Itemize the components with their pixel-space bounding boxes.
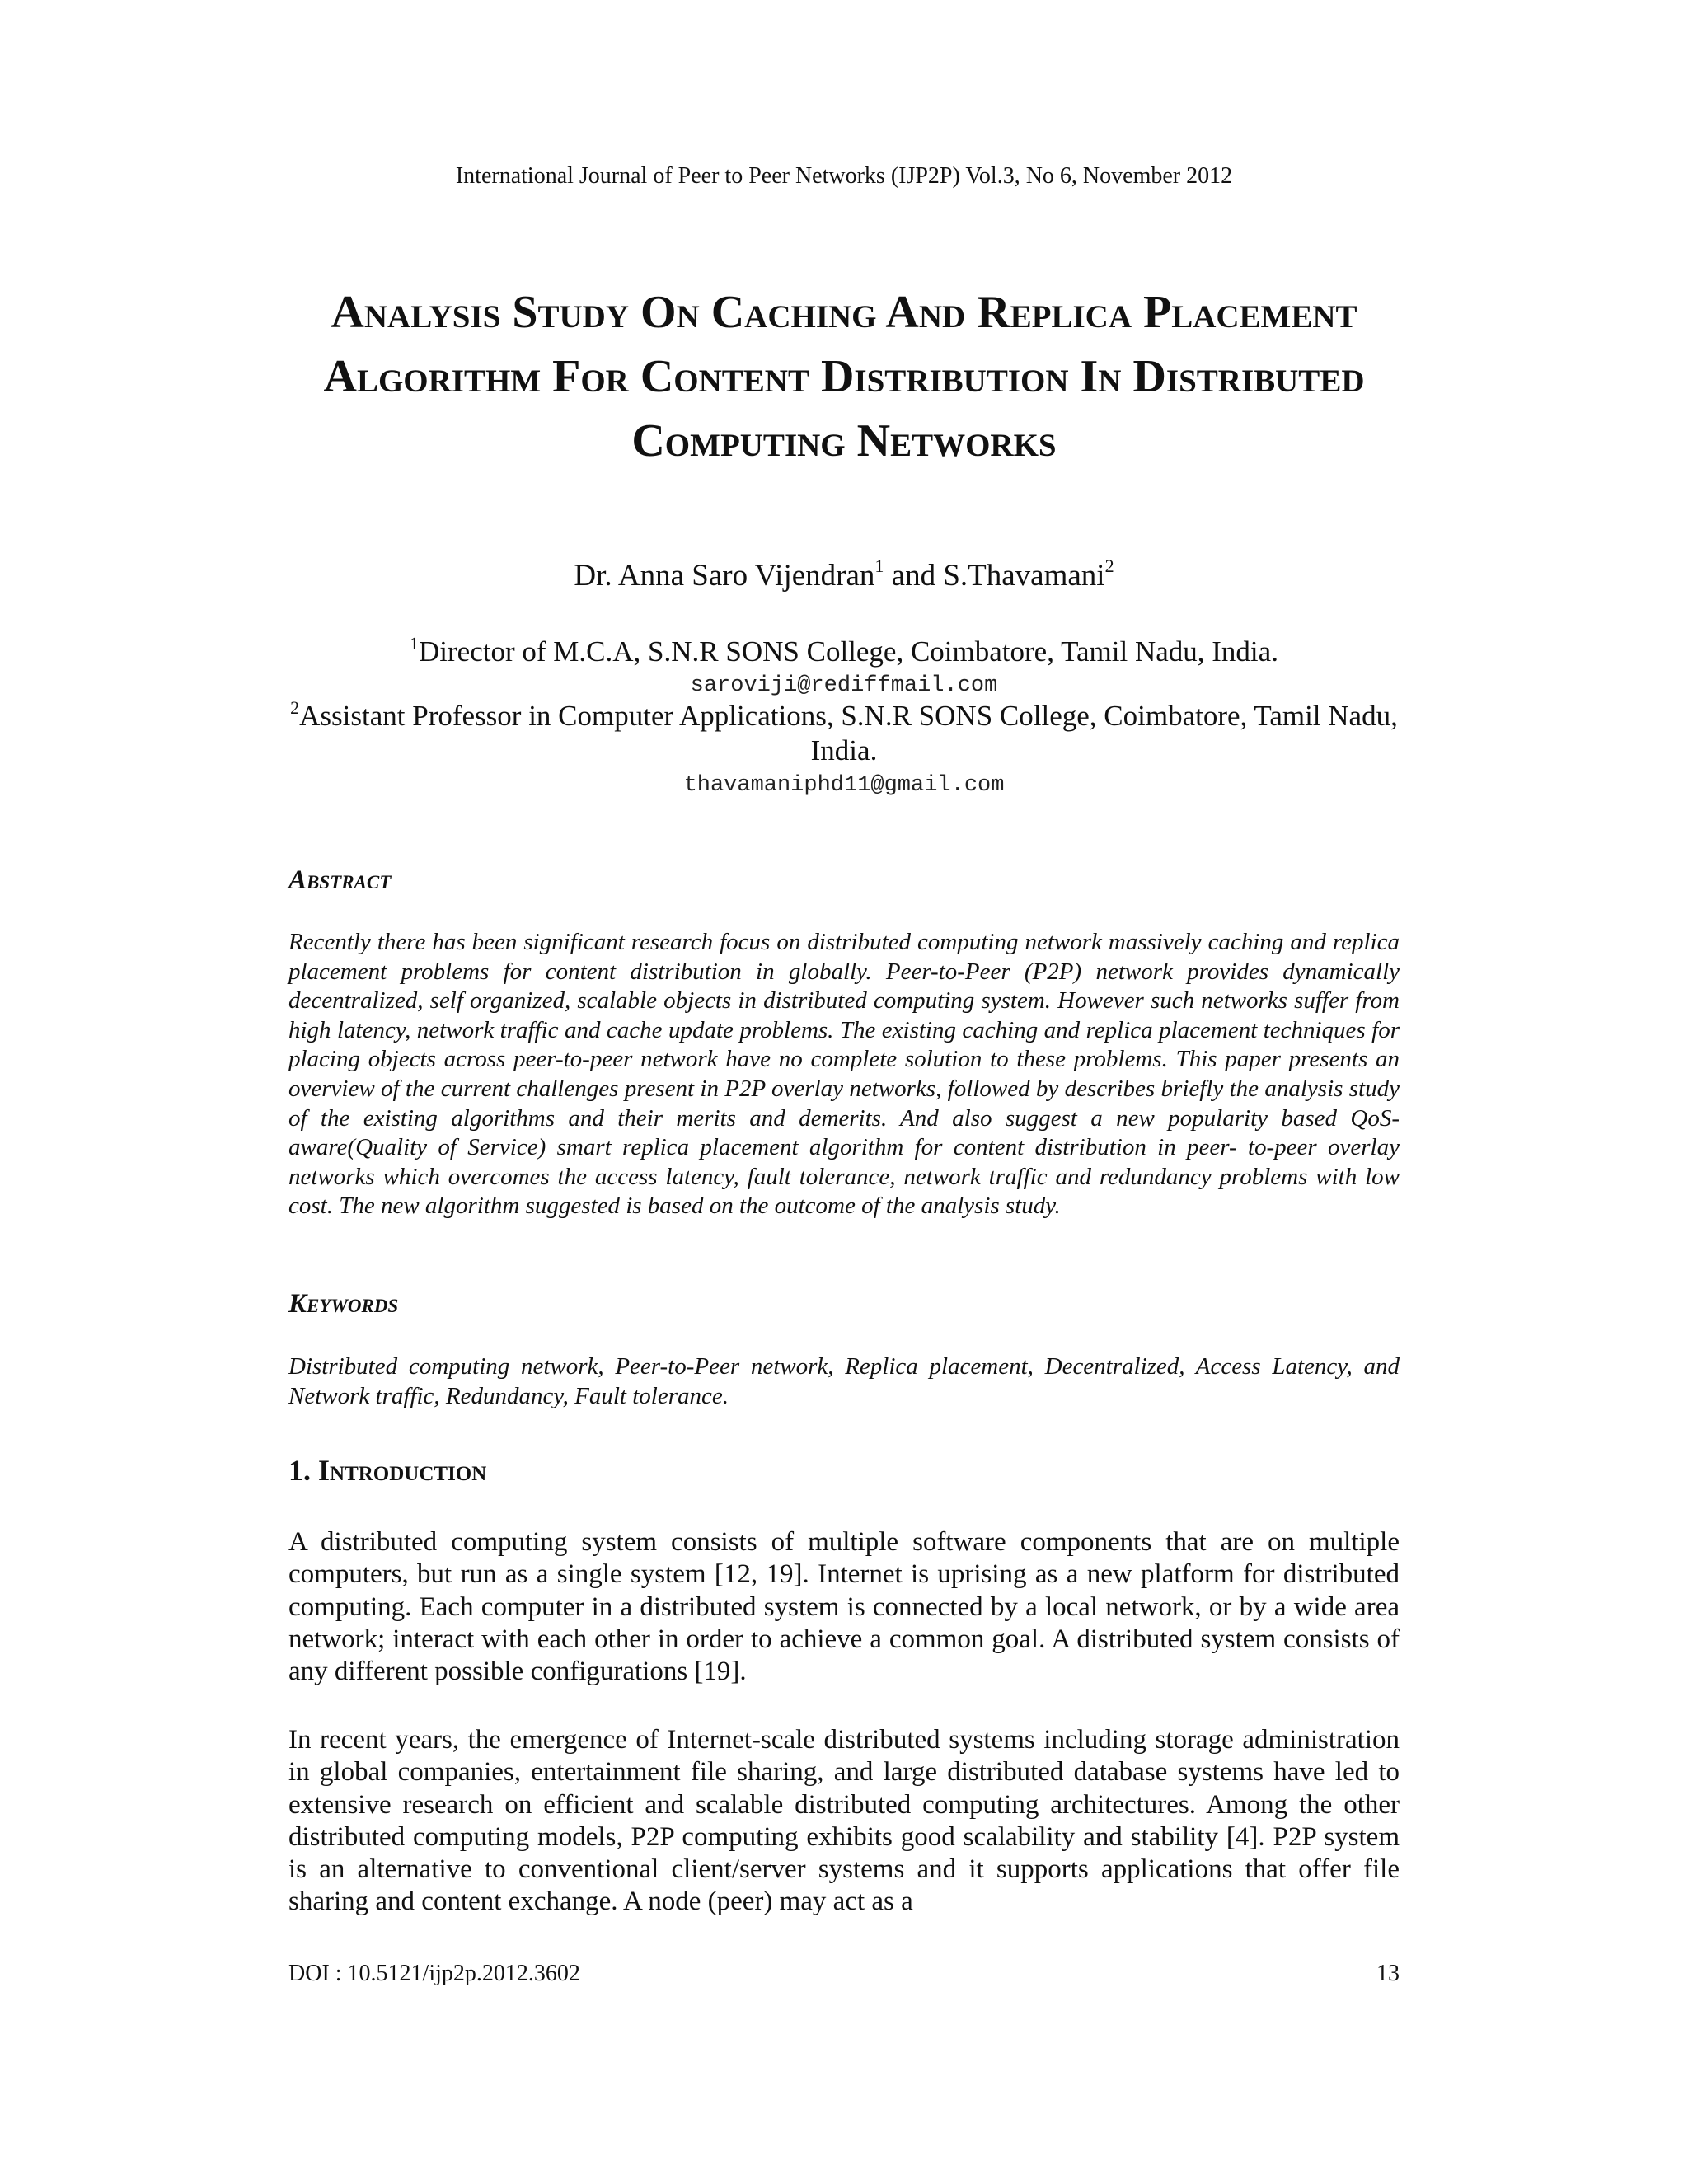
keywords-text: Distributed computing network, Peer-to-Peer network, Replica placement, Decentralized, Access Latency, and Network traffic, Redundancy, Fault tolerance. <box>288 1353 1400 1409</box>
author-1-mark: 1 <box>874 555 884 576</box>
affiliation-2-email: thavamaniphd11@gmail.com <box>683 773 1005 798</box>
affiliation-2-mark: 2 <box>290 697 300 718</box>
introduction-paragraph-2: In recent years, the emergence of Internet-scale distributed systems including storage administration in global companies, entertainment file sharing, and large distributed database systems have led to extensive research on efficient and scalable distributed computing architectures. Among the other distributed computing models, P2P computing exhibits good scalability and stability [4]. P2P system is an alternative to conventional client/server systems and it supports applications that offer file sharing and content exchange. A node (peer) may act as a <box>288 1725 1400 1917</box>
affiliation-1-text: Director of M.C.A, S.N.R SONS College, Coimbatore, Tamil Nadu, India. <box>419 635 1278 668</box>
author-conjunction: and <box>884 559 944 593</box>
author-line <box>0 557 1688 595</box>
abstract-text: Recently there has been significant research focus on distributed computing network massively caching and replica placement problems for content distribution in globally. Peer-to-Peer (P2P) network provides dynamically decentralized, self organized, scalable objects in distributed computing system. However such networks suffer from high latency, network traffic and cache update problems. The existing caching and replica placement techniques for placing objects across peer-to-peer network have no complete solution to these problems. This paper presents an overview of the current challenges present in P2P overlay networks, followed by describes briefly the analysis study of the existing algorithms and their merits and demerits. And also suggest a new popularity based QoS-aware(Quality of Service) smart replica placement algorithm for content distribution in peer- to-peer overlay networks which overcomes the access latency, fault tolerance, network traffic and redundancy problems with low cost. The new algorithm suggested is based on the outcome of the analysis study. <box>288 929 1400 1220</box>
footer-page-number: 13 <box>1376 1961 1400 1986</box>
affiliation-1-email: saroviji@rediffmail.com <box>690 673 998 698</box>
introduction-heading: 1. Introduction <box>288 1454 487 1487</box>
author-2-name: S.Thavamani <box>943 559 1105 593</box>
affiliation-1-mark: 1 <box>410 633 420 654</box>
author-1-name: Dr. Anna Saro Vijendran <box>574 559 875 593</box>
affiliation-2-text: Assistant Professor in Computer Applications, S.N.R SONS College, Coimbatore, Tamil Nadu, India. <box>299 700 1398 766</box>
running-head: International Journal of Peer to Peer Networks (IJP2P) Vol.3, No 6, November 2012 <box>455 163 1233 189</box>
author-2-mark: 2 <box>1104 555 1114 576</box>
paper-title: Analysis Study On Caching And Replica Placement Algorithm For Content Distribution In Distributed Computing Networks <box>323 287 1365 466</box>
affiliation-1 <box>280 635 1408 669</box>
abstract-heading: Abstract <box>288 865 392 895</box>
introduction-paragraph-1: A distributed computing system consists of multiple software components that are on multiple computers, but run as a single system [12, 19]. Internet is uprising as a new platform for distributed computing. Each computer in a distributed system is connected by a local network, or by a wide area network; interact with each other in order to achieve a common goal. A distributed system consists of any different possible configurations [19]. <box>288 1527 1400 1687</box>
keywords-heading: Keywords <box>288 1289 399 1319</box>
affiliation-2 <box>280 699 1408 768</box>
footer-doi: DOI : 10.5121/ijp2p.2012.3602 <box>288 1961 580 1986</box>
